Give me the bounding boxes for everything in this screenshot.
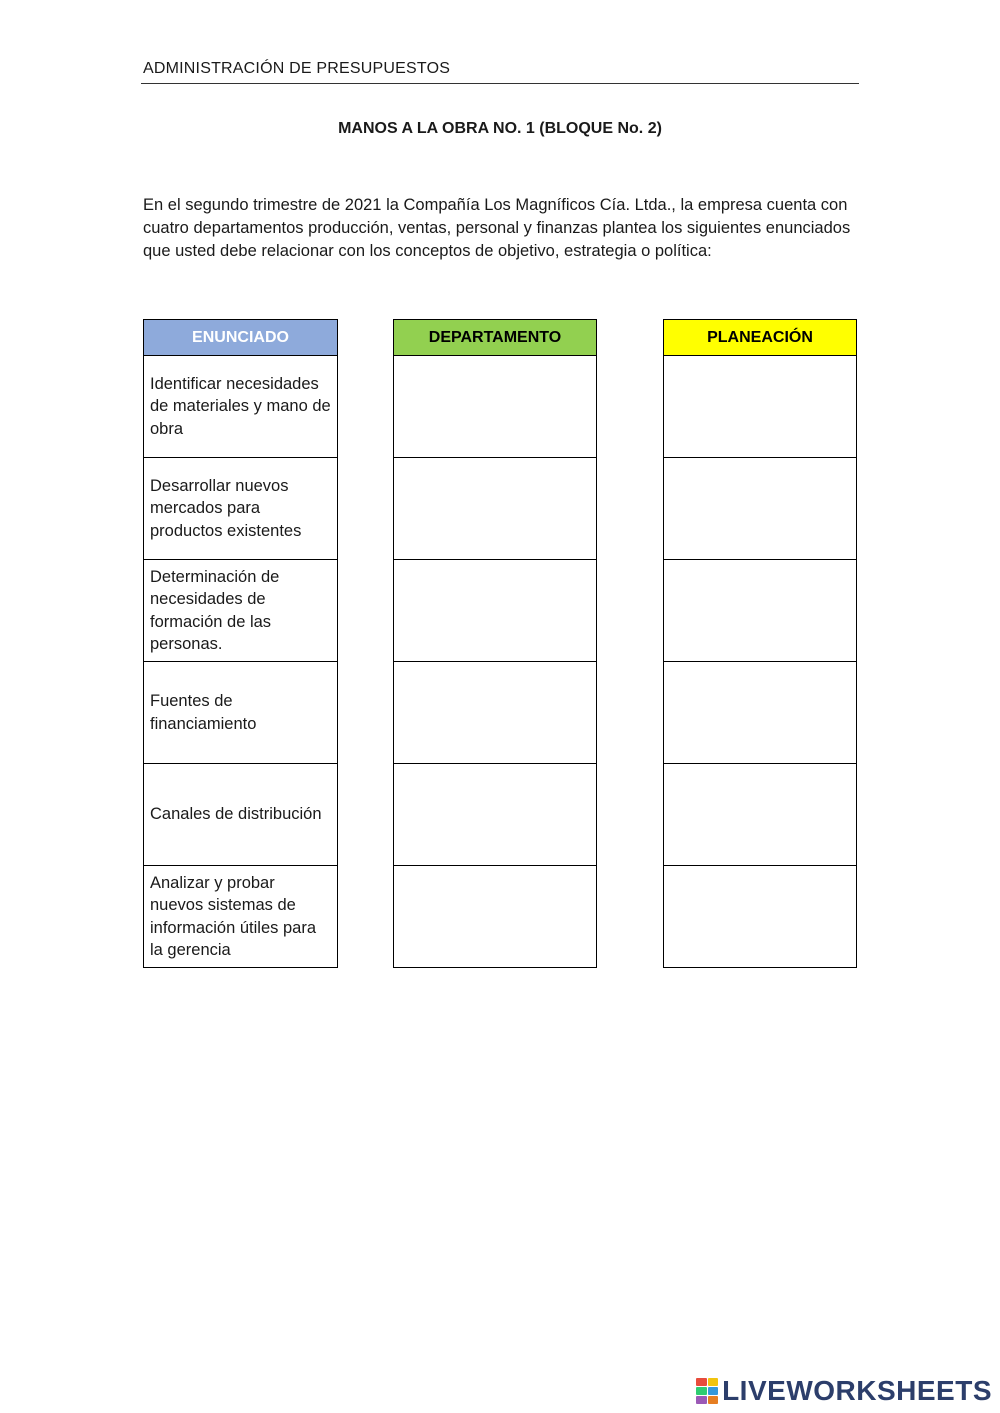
- intro-paragraph: En el segundo trimestre de 2021 la Compañía Los Magníficos Cía. Ltda., la empresa cuenta con cuatro departamentos producción, ventas, personal y finanzas plantea los siguientes enunciados que usted debe relacionar con los conceptos de objetivo, estrategia o política:: [143, 196, 851, 260]
- departamento-column: [393, 319, 597, 968]
- enunciado-text: Desarrollar nuevos mercados para productos existentes: [150, 476, 302, 540]
- worksheet-title: MANOS A LA OBRA NO. 1 (BLOQUE No. 2): [338, 120, 662, 137]
- header-divider: [141, 83, 859, 84]
- planeacion-answer-box[interactable]: [663, 764, 857, 866]
- document-header: ADMINISTRACIÓN DE PRESUPUESTOS: [143, 60, 451, 77]
- enunciado-cell: [143, 560, 338, 662]
- enunciado-text: Identificar necesidades de materiales y mano de obra: [150, 374, 331, 438]
- enunciado-text: Determinación de necesidades de formación de las personas.: [150, 567, 280, 653]
- liveworksheets-wordmark: LIVEWORKSHEETS: [722, 1375, 992, 1406]
- enunciado-cell: [143, 866, 338, 968]
- enunciado-cell: [143, 356, 338, 458]
- enunciado-text: Fuentes de financiamiento: [150, 692, 257, 733]
- enunciado-cell: [143, 764, 338, 866]
- liveworksheets-logo-icon: [696, 1378, 718, 1404]
- enunciado-text: Canales de distribución: [150, 805, 322, 824]
- planeacion-answer-box[interactable]: [663, 866, 857, 968]
- planeacion-header: PLANEACIÓN: [663, 319, 857, 356]
- planeacion-answer-box[interactable]: [663, 458, 857, 560]
- planeacion-answer-box[interactable]: [663, 662, 857, 764]
- departamento-header: DEPARTAMENTO: [393, 319, 597, 356]
- departamento-answer-box[interactable]: [393, 764, 597, 866]
- planeacion-answer-box[interactable]: [663, 560, 857, 662]
- departamento-answer-box[interactable]: [393, 560, 597, 662]
- enunciado-text: Analizar y probar nuevos sistemas de información útiles para la gerencia: [150, 873, 316, 959]
- enunciado-cell: [143, 458, 338, 560]
- planeacion-column: [663, 319, 857, 968]
- departamento-answer-box[interactable]: [393, 458, 597, 560]
- departamento-answer-box[interactable]: [393, 662, 597, 764]
- liveworksheets-brand: [696, 1375, 992, 1407]
- enunciado-column: [143, 319, 338, 968]
- enunciado-cell: [143, 662, 338, 764]
- departamento-answer-box[interactable]: [393, 356, 597, 458]
- planeacion-answer-box[interactable]: [663, 356, 857, 458]
- enunciado-header: ENUNCIADO: [143, 319, 338, 356]
- departamento-answer-box[interactable]: [393, 866, 597, 968]
